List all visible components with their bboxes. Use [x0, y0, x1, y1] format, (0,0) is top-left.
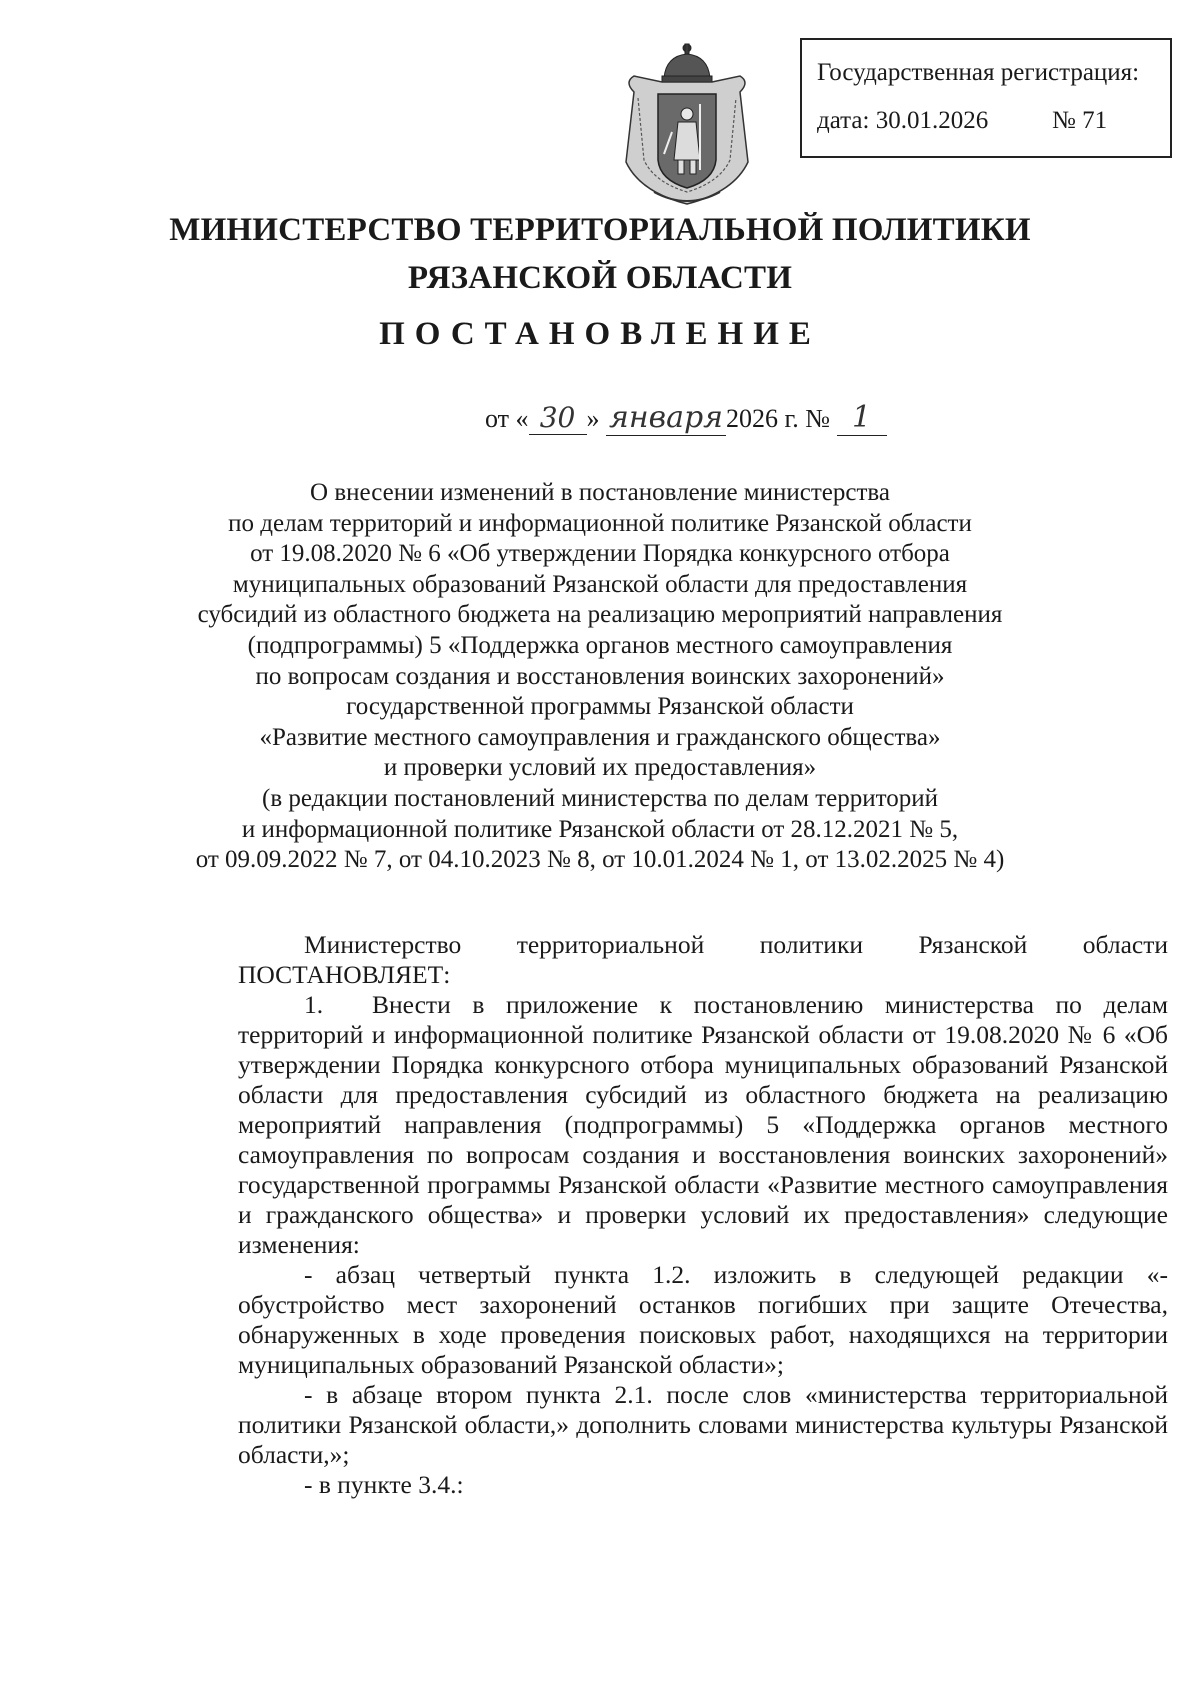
subject-line: и информационной политике Рязанской области от 28.12.2021 № 5,: [241, 815, 959, 843]
decree-subject: [100, 478, 1100, 876]
ministry-line-2: РЯЗАНСКОЙ ОБЛАСТИ: [407, 260, 793, 296]
registration-title: Государственная регистрация:: [817, 59, 1140, 86]
subject-line: субсидий из областного бюджета на реализацию мероприятий направления: [197, 601, 1003, 629]
number-sign: №: [805, 404, 831, 433]
item-1-number: 1.: [304, 990, 324, 1019]
registration-stamp-box: [800, 38, 1172, 158]
ryazan-coat-of-arms-icon: [614, 42, 760, 208]
subject-line: государственной программы Рязанской области: [346, 693, 854, 721]
date-year: 2026 г.: [726, 404, 799, 433]
date-quote-close: »: [586, 404, 600, 433]
subject-line: (в редакции постановлений министерства по делам территорий: [262, 784, 938, 812]
subject-line: от 19.08.2020 № 6 «Об утверждении Порядка конкурсного отбора: [250, 540, 950, 568]
handwritten-number: 1: [837, 400, 887, 436]
ministry-heading: [0, 206, 1200, 302]
change-1-paragraph: - абзац четвертый пункта 1.2. изложить в следующей редакции «- обустройство мест захоронений останков погибших при защите Отечества, обнаруженных в ходе проведения поисковых работ, находящихся на территории муниципальных образований Рязанской области»;: [238, 1260, 1168, 1379]
item-1-paragraph: [238, 990, 1168, 1260]
subject-line: по делам территорий и информационной политике Рязанской области: [228, 509, 972, 537]
subject-line: муниципальных образований Рязанской области для предоставления: [232, 570, 968, 598]
decree-body: [238, 930, 1168, 1500]
intro-paragraph: Министерство территориальной политики Рязанской области ПОСТАНОВЛЯЕТ:: [238, 930, 1168, 989]
subject-line: (подпрограммы) 5 «Поддержка органов местного самоуправления: [247, 631, 953, 659]
change-2-paragraph: - в абзаце втором пункта 2.1. после слов «министерства территориальной политики Рязанской области,» дополнить словами министерства культуры Рязанской области,»;: [238, 1380, 1168, 1469]
document-type-title: ПОСТАНОВЛЕНИЕ: [379, 316, 821, 352]
ministry-line-1: МИНИСТЕРСТВО ТЕРРИТОРИАЛЬНОЙ ПОЛИТИКИ: [169, 212, 1031, 248]
decree-date-line: [485, 400, 887, 436]
subject-line: О внесении изменений в постановление министерства: [310, 479, 890, 506]
subject-line: и проверки условий их предоставления»: [383, 754, 817, 782]
item-1-text: Внести в приложение к постановлению министерства по делам территорий и информационной политике Рязанской области от 19.08.2020 № 6 «Об утверждении Порядка конкурсного отбора муниципальных образований Рязанской области для предоставления субсидий из областного бюджета на реализацию мероприятий направления (подпрограммы) 5 «Поддержка органов местного самоуправления по вопросам создания и восстановления воинских захоронений» государственной программы Рязанской области «Развитие местного самоуправления и гражданского общества» и проверки условий их предоставления» следующие изменения:: [238, 990, 1168, 1259]
registration-date: дата: 30.01.2026: [817, 107, 989, 134]
handwritten-month: января: [606, 400, 726, 436]
date-prefix: от «: [485, 404, 529, 433]
subject-line: по вопросам создания и восстановления воинских захоронений»: [255, 662, 945, 690]
handwritten-day: 30: [529, 401, 587, 435]
subject-line: «Развитие местного самоуправления и гражданского общества»: [259, 723, 941, 751]
change-3-paragraph: - в пункте 3.4.:: [304, 1470, 464, 1499]
subject-line: от 09.09.2022 № 7, от 04.10.2023 № 8, от 10.01.2024 № 1, от 13.02.2025 № 4): [195, 846, 1005, 874]
registration-number: № 71: [1052, 107, 1108, 134]
